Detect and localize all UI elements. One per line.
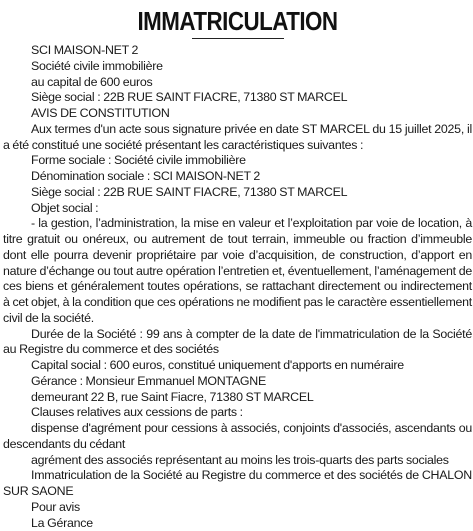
intro-paragraph: Aux termes d'un acte sous signature privée en date ST MARCEL du 15 juillet 2025, il a été constitué une société présentant les caractéristiques suivantes : — [3, 122, 472, 154]
share-capital-line: Capital social : 600 euros, constitué uniquement d'apports en numéraire — [3, 358, 472, 374]
legal-form-line: Forme sociale : Société civile immobilière — [3, 153, 472, 169]
corporate-object-heading: Objet social : — [3, 201, 472, 217]
company-denomination-line: Dénomination sociale : SCI MAISON-NET 2 — [3, 169, 472, 185]
company-name: SCI MAISON-NET 2 — [3, 43, 472, 59]
manager-address-line: demeurant 22 B, rue Saint Fiacre, 71380 ST MARCEL — [3, 390, 472, 406]
closing-pour-avis: Pour avis — [3, 500, 472, 516]
company-form: Société civile immobilière — [3, 59, 472, 75]
approval-line: agrément des associés représentant au moins les trois-quarts des parts sociales — [3, 453, 472, 469]
corporate-object-paragraph: - la gestion, l’administration, la mise en valeur et l’exploitation par voie de location, à titre gratuit ou onéreux, ou autrement de tout terrain, immeuble ou fraction d’immeuble dont elle pourra devenir propriétaire par voie d’acquisition, de construction, d’apport en nature d’échange ou tout autre opération l’entretien et, éventuellement, l’aménagement de ces biens et généralement toutes opérations, se rattachant directement ou indirectement à cet objet, à la condition que ces opérations ne modifient pas le caractère essentiellement civil de la société. — [3, 216, 472, 326]
notice-title: IMMATRICULATION — [36, 6, 439, 36]
registry-paragraph: Immatriculation de la Société au Registre du commerce et des sociétés de CHALON SUR SAONE — [3, 468, 472, 500]
notice-type: AVIS DE CONSTITUTION — [3, 106, 472, 122]
company-seat: Siège social : 22B RUE SAINT FIACRE, 71380 ST MARCEL — [3, 90, 472, 106]
transfer-clauses-heading: Clauses relatives aux cessions de parts : — [3, 405, 472, 421]
duration-paragraph: Durée de la Société : 99 ans à compter de la date de l'immatriculation de la Société au Registre du commerce et des sociétés — [3, 327, 472, 359]
registered-office-line: Siège social : 22B RUE SAINT FIACRE, 71380 ST MARCEL — [3, 185, 472, 201]
closing-signature: La Gérance — [3, 516, 472, 531]
company-capital: au capital de 600 euros — [3, 75, 472, 91]
title-underline — [192, 38, 284, 39]
manager-line: Gérance : Monsieur Emmanuel MONTAGNE — [3, 374, 472, 390]
dispense-paragraph: dispense d'agrément pour cessions à associés, conjoints d'associés, ascendants ou descendants du cédant — [3, 421, 472, 453]
